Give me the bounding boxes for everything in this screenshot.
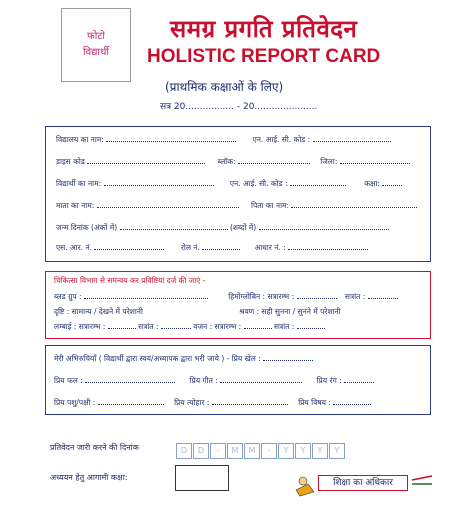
dob-digits-label: जन्म दिनांक (अंकों में) bbox=[56, 223, 118, 232]
date-box: - bbox=[261, 443, 277, 459]
height-end-label: सत्रांत : bbox=[138, 322, 159, 331]
health-details-box bbox=[45, 271, 431, 339]
fav-color-label: प्रिय रंग : bbox=[316, 376, 342, 385]
school-name-label: विद्यालय का नाम: bbox=[56, 135, 104, 144]
fav-sport-field[interactable] bbox=[263, 354, 313, 361]
student-name-label: विद्यार्थी का नाम: bbox=[56, 179, 102, 188]
father-name-field[interactable] bbox=[291, 201, 417, 208]
weight-end-field[interactable] bbox=[297, 322, 325, 329]
mother-name-field[interactable] bbox=[97, 201, 239, 208]
student-name-field[interactable] bbox=[104, 179, 214, 186]
student-nic-label: एन. आई. सी. कोड : bbox=[229, 179, 288, 188]
weight-end-label: सत्रांत : bbox=[273, 322, 295, 331]
student-details-box bbox=[45, 126, 431, 262]
fav-festival-label: प्रिय त्योहार : bbox=[174, 398, 210, 407]
school-name-field[interactable] bbox=[106, 135, 236, 142]
title-hindi: समग्र प्रगति प्रतिवेदन bbox=[170, 14, 358, 43]
dise-code-field[interactable] bbox=[87, 157, 205, 164]
aadhar-field[interactable] bbox=[288, 243, 368, 250]
date-box: - bbox=[210, 443, 226, 459]
blood-group-label: ब्लड ग्रुप : bbox=[54, 292, 82, 301]
fav-song-label: प्रिय गीत : bbox=[189, 376, 218, 385]
fav-festival-field[interactable] bbox=[212, 398, 288, 405]
rte-logo bbox=[294, 472, 434, 498]
class-label: कक्षा: bbox=[364, 179, 380, 188]
vision-label: दृष्टि : सामान्य / देखने में परेशानी bbox=[54, 307, 143, 316]
date-box[interactable]: D bbox=[176, 443, 192, 459]
sr-no-label: एस. आर. नं. bbox=[56, 243, 93, 252]
dise-code-label: डाइस कोड bbox=[56, 157, 85, 166]
session-line[interactable]: सत्र 20................. - 20...................... bbox=[160, 102, 318, 112]
next-class-field[interactable] bbox=[175, 465, 229, 491]
fav-color-field[interactable] bbox=[344, 376, 374, 383]
weight-label: वजन : सत्रारम्भ : bbox=[193, 322, 242, 331]
fav-subject-field[interactable] bbox=[333, 398, 371, 405]
fav-song-field[interactable] bbox=[220, 376, 302, 383]
block-field[interactable] bbox=[238, 157, 310, 164]
photo-box bbox=[61, 8, 131, 82]
blood-group-field[interactable] bbox=[84, 292, 208, 299]
height-label: लम्बाई : सत्रारम्भ : bbox=[54, 322, 106, 331]
mother-name-label: माता का नाम: bbox=[56, 201, 95, 210]
issue-date-label: प्रतिवेदन जारी करने की दिनांक bbox=[50, 443, 139, 452]
date-box[interactable]: D bbox=[193, 443, 209, 459]
date-box[interactable]: Y bbox=[329, 443, 345, 459]
hemoglobin-end-label: सत्रांत : bbox=[344, 292, 366, 301]
fav-subject-label: प्रिय विषय : bbox=[298, 398, 331, 407]
nic-code-field[interactable] bbox=[313, 135, 391, 142]
interests-box bbox=[45, 345, 431, 415]
photo-label: फोटो bbox=[87, 31, 105, 42]
aadhar-label: आधार नं. : bbox=[254, 243, 286, 252]
fav-fruit-label: प्रिय फल : bbox=[54, 376, 83, 385]
subtitle: (प्राथमिक कक्षाओं के लिए) bbox=[165, 80, 284, 94]
roll-no-field[interactable] bbox=[202, 243, 240, 250]
dob-digits-field[interactable] bbox=[120, 223, 228, 230]
dob-words-field[interactable] bbox=[259, 223, 389, 230]
title-english: HOLISTIC REPORT CARD bbox=[147, 46, 381, 67]
rte-label: शिक्षा का अधिकार bbox=[318, 475, 408, 491]
class-field[interactable] bbox=[382, 179, 402, 186]
hemoglobin-label: हिमोग्लोबिन : सत्रारम्भ : bbox=[228, 292, 295, 301]
weight-start-field[interactable] bbox=[244, 322, 272, 329]
date-box[interactable]: Y bbox=[278, 443, 294, 459]
date-box[interactable]: Y bbox=[312, 443, 328, 459]
date-box[interactable]: M bbox=[227, 443, 243, 459]
student-nic-field[interactable] bbox=[290, 179, 346, 186]
issue-date-boxes[interactable] bbox=[176, 438, 346, 459]
block-label: ब्लॉक: bbox=[217, 157, 236, 166]
fav-fruit-field[interactable] bbox=[85, 376, 175, 383]
district-label: जिला: bbox=[320, 157, 338, 166]
hemoglobin-end-field[interactable] bbox=[368, 292, 398, 299]
hearing-label: श्रवण : सही सुनना / सुनने में परेशानी bbox=[239, 307, 341, 316]
date-box[interactable]: Y bbox=[295, 443, 311, 459]
date-box[interactable]: M bbox=[244, 443, 260, 459]
fav-animal-field[interactable] bbox=[98, 398, 164, 405]
fav-animal-label: प्रिय पशु/पक्षी : bbox=[54, 398, 96, 407]
district-field[interactable] bbox=[340, 157, 410, 164]
next-class-label: अध्ययन हेतु आगामी कक्षा: bbox=[50, 473, 128, 482]
dob-words-label: (शब्दों में) bbox=[229, 223, 257, 232]
roll-no-label: रोल नं. bbox=[180, 243, 200, 252]
father-name-label: पिता का नाम: bbox=[251, 201, 290, 210]
height-start-field[interactable] bbox=[108, 322, 136, 329]
interests-heading: मेरी अभिरुचियाँ ( विद्यार्थी द्वारा स्वयं/अध्यापक द्वारा भरी जाये ) - प्रिय खेल : bbox=[54, 354, 261, 363]
height-end-field[interactable] bbox=[161, 322, 191, 329]
nic-code-label: एन. आई. सी. कोड : bbox=[252, 135, 311, 144]
student-label: विद्यार्थी bbox=[82, 47, 110, 58]
sr-no-field[interactable] bbox=[94, 243, 164, 250]
health-heading: चिकित्सा विभाग से समन्वय कर प्रविष्टियां दर्ज की जाएं - bbox=[54, 276, 206, 285]
hemoglobin-start-field[interactable] bbox=[297, 292, 337, 299]
